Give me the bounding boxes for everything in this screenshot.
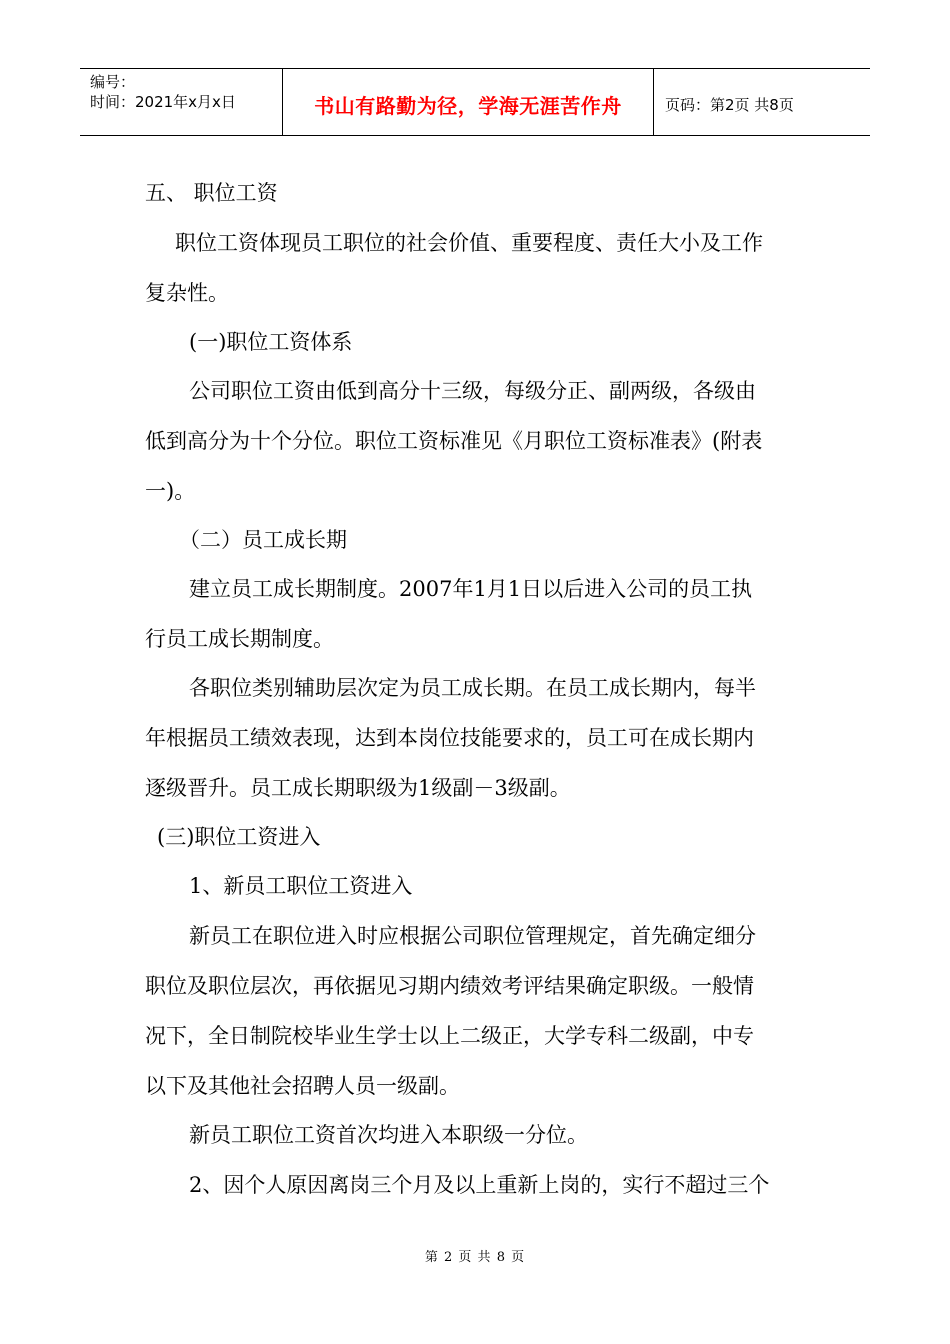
subsection-heading: （二）员工成长期	[179, 528, 347, 552]
paragraph-line: 低到高分为十个分位。职位工资标准见《月职位工资标准表》(附表	[145, 429, 763, 453]
paragraph-line: 新员工职位工资首次均进入本职级一分位。	[189, 1123, 588, 1147]
header-page-label: 页码：第2页 共8页	[665, 95, 794, 114]
paragraph-line: 职位及职位层次，再依据见习期内绩效考评结果确定职级。一般情	[145, 974, 754, 998]
paragraph-line: 以下及其他社会招聘人员一级副。	[145, 1074, 460, 1098]
paragraph-line: 职位工资体现员工职位的社会价值、重要程度、责任大小及工作	[175, 231, 763, 255]
header-motto: 书山有路勤为径，学海无涯苦作舟	[314, 93, 622, 118]
paragraph-line: 况下，全日制院校毕业生学士以上二级正，大学专科二级副，中专	[145, 1024, 754, 1048]
paragraph-line: 各职位类别辅助层次定为员工成长期。在员工成长期内，每半	[189, 676, 756, 700]
header-time-label: 时间：2021年x月x日	[90, 93, 236, 111]
header-number-label: 编号：	[90, 73, 136, 91]
subsubsection-heading: 1、新员工职位工资进入	[189, 874, 413, 898]
section-heading: 五、 职位工资	[145, 181, 278, 205]
paragraph-line: 年根据员工绩效表现，达到本岗位技能要求的，员工可在成长期内	[145, 726, 754, 750]
header-meta-cell	[80, 69, 283, 135]
paragraph-line: 一)。	[145, 479, 196, 503]
paragraph-line: 行员工成长期制度。	[145, 627, 334, 651]
header-motto-cell	[283, 69, 654, 135]
document-header	[80, 68, 870, 136]
footer-page-number: 第 2 页 共 8 页	[424, 1250, 526, 1265]
subsection-heading: (一)职位工资体系	[189, 330, 353, 354]
paragraph-line: 逐级晋升。员工成长期职级为1级副－3级副。	[145, 776, 571, 800]
paragraph-line: 公司职位工资由低到高分十三级，每级分正、副两级，各级由	[189, 379, 756, 403]
page-footer	[0, 1246, 950, 1265]
subsection-heading: (三)职位工资进入	[157, 825, 321, 849]
paragraph-line: 建立员工成长期制度。2007年1月1日以后进入公司的员工执	[189, 577, 753, 601]
paragraph-line: 复杂性。	[145, 281, 229, 305]
header-page-cell	[654, 71, 870, 137]
paragraph-line: 新员工在职位进入时应根据公司职位管理规定，首先确定细分	[189, 924, 756, 948]
paragraph-line: 2、因个人原因离岗三个月及以上重新上岗的，实行不超过三个	[189, 1173, 770, 1197]
